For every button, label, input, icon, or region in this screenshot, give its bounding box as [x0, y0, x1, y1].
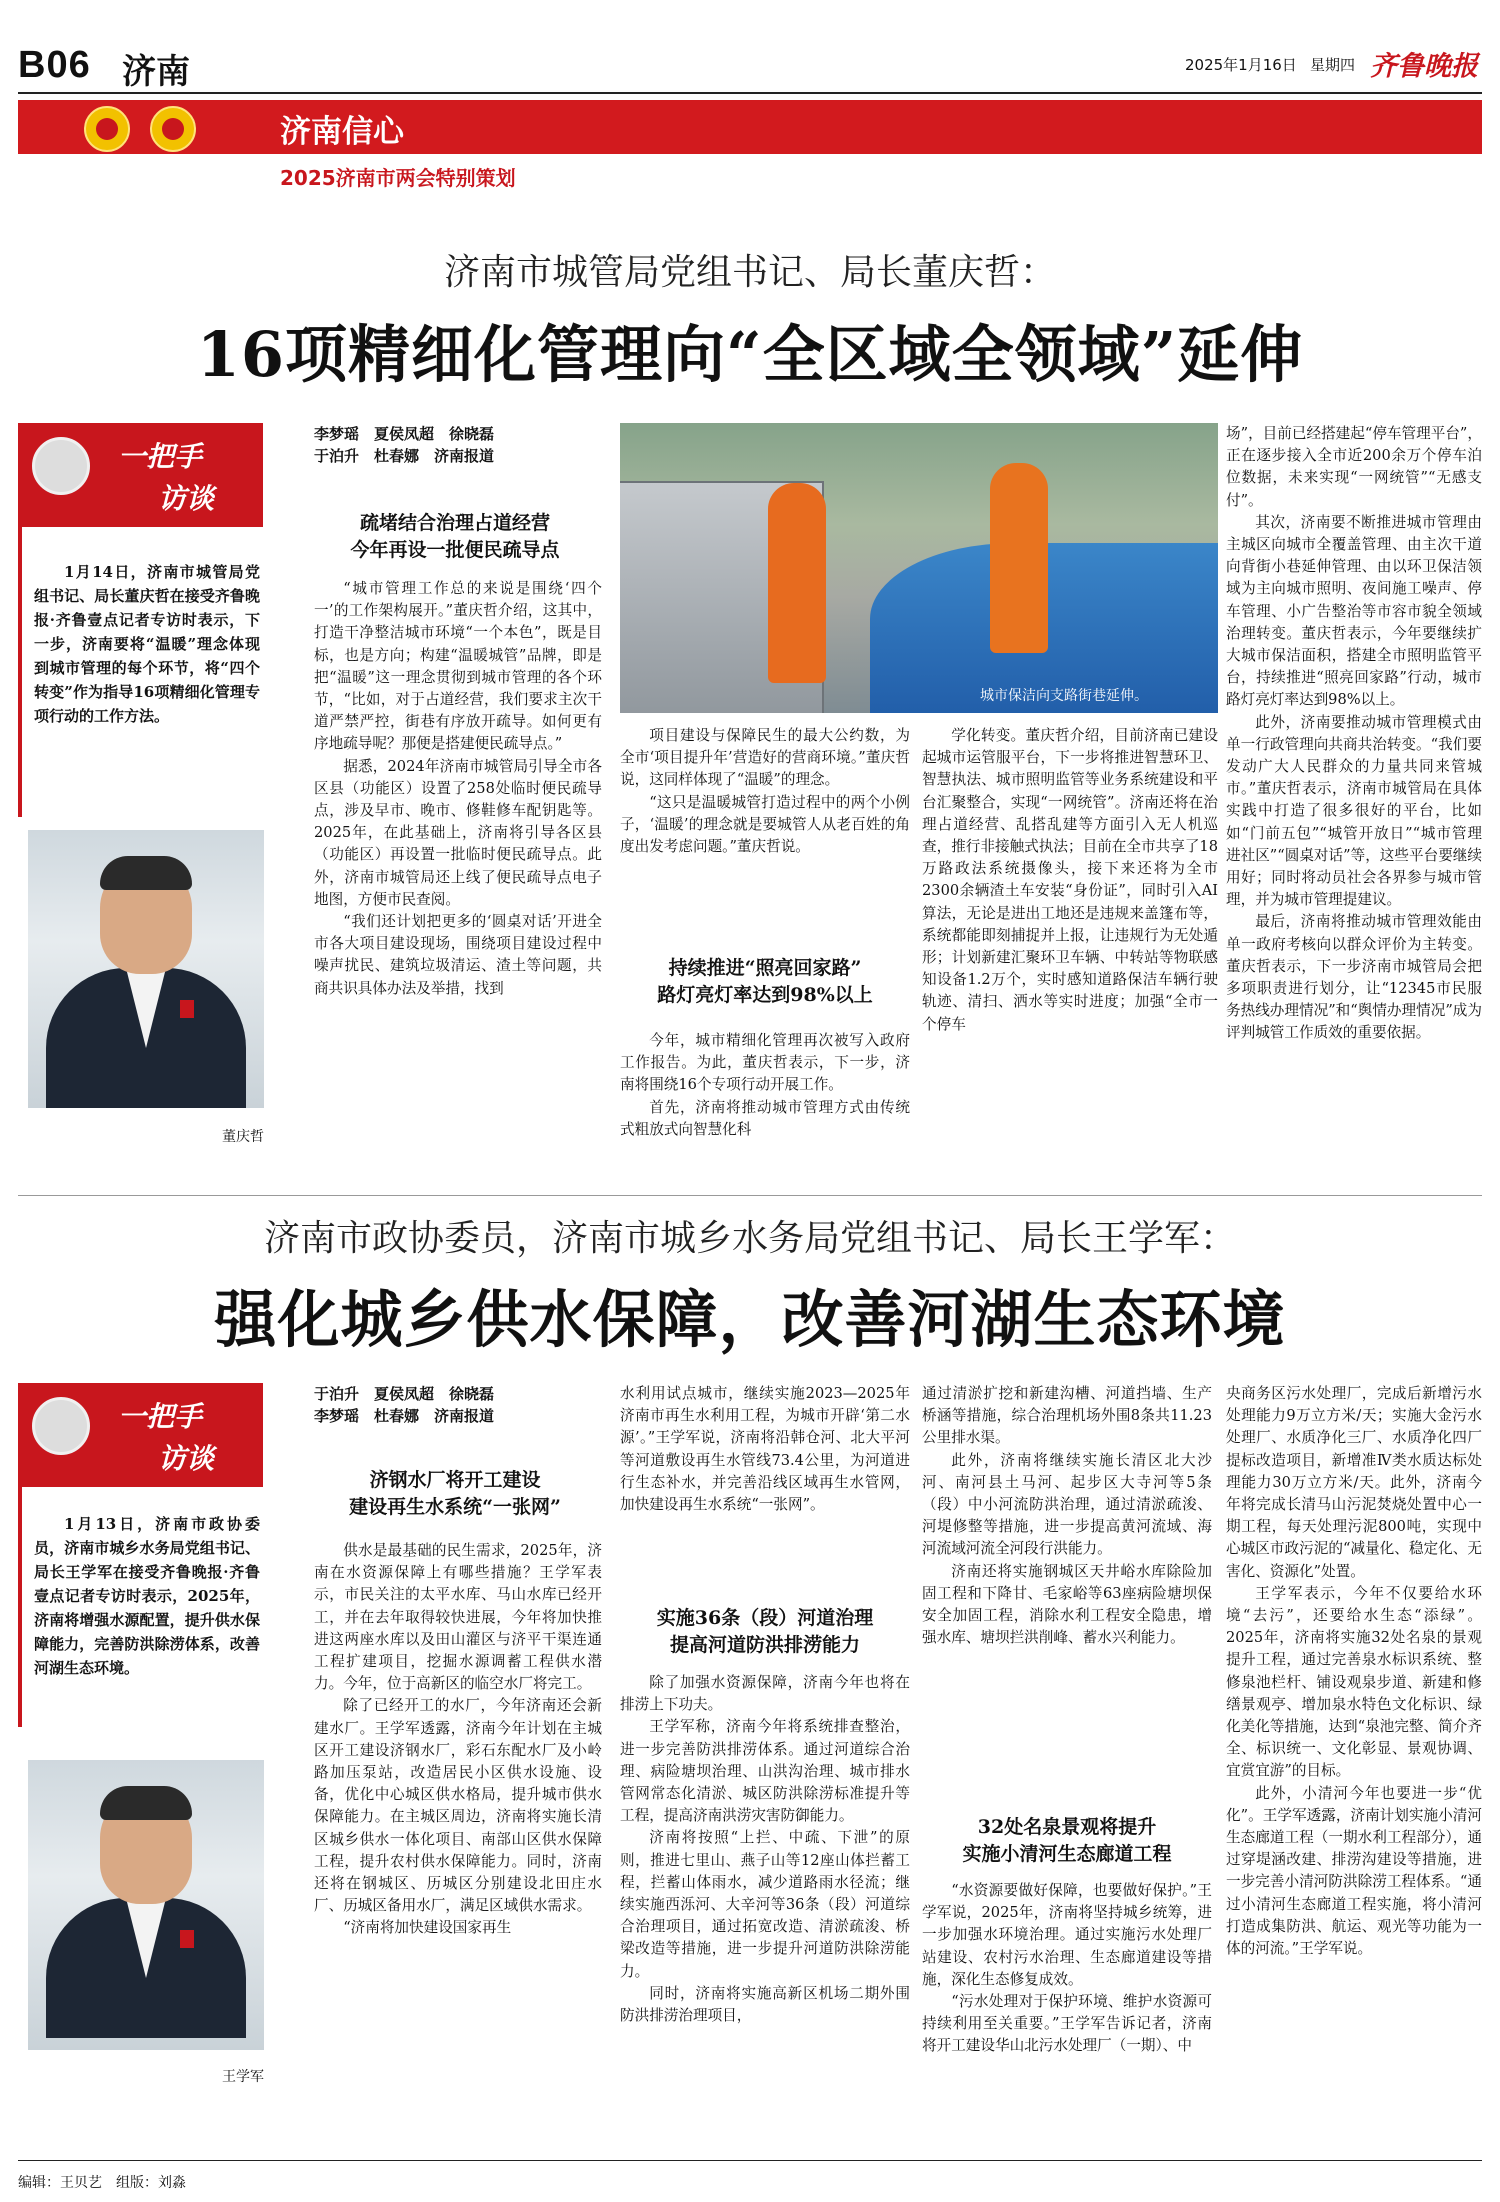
section-name: 济南 [122, 52, 190, 92]
article2-headline: 强化城乡供水保障，改善河湖生态环境 [214, 1283, 1286, 1356]
article1-column-2: 项目建设与保障民生的最大公约数，为全市‘项目提升年’营造好的营商环境。”董庆哲说，这同样体现了“温暖”的理念。 “这只是温暖城管打造过程中的两个小例子，‘温暖’的理念就是要城管人从老百姓的角度出发考虑问题。”董庆哲说。 [620, 727, 910, 856]
interview-badge [18, 423, 263, 527]
lead-accent-bar [18, 527, 22, 817]
newspaper-logo: 齐鲁晚报 [1370, 51, 1478, 82]
badge-line1: 一把手 [118, 1400, 203, 1433]
article1-kicker: 济南市城管局党组书记、局长董庆哲： [443, 252, 1056, 293]
badge-line2: 访谈 [158, 1442, 215, 1475]
article2-column-1: 供水是最基础的民生需求，2025年，济南在水资源保障上有哪些措施？王学军表示，市民关注的太平水库、马山水库已经开工，并在去年取得较快进展，今年将加快推进这两座水库以及田山灌区与济平干渠连通工程扩建项目，挖掘水源调蓄工程供水潜力。今年，位于高新区的临空水厂将完工。 除了已经开工的水厂，今年济南还会新建水厂。王学军透露，济南今年计划在主城区开工建设济钢水厂，彩石东配水厂及小岭路加压泵站，改造居民小区供水设施、设备，优化中心城区供水格局，提升城市供水保障能力。在主城区周边，济南将实施长清区城乡供水一体化项目、南部山区供水保障工程，提升农村供水保障能力。同时，济南还将在钢城区、历城区分别建设北田庄水厂、历城区备用水厂，满足区域供水需求。 “济南将加快建设国家再生 [314, 1542, 602, 1937]
article2-kicker: 济南市政协委员，济南市城乡水务局党组书记、局长王学军： [263, 1218, 1236, 1259]
portrait-photo [28, 830, 264, 1108]
microphone-icon [32, 1397, 90, 1455]
banner-subtitle: 2025济南市两会特别策划 [280, 166, 516, 190]
lead-accent-bar [18, 1487, 22, 1727]
article2-column-3: 通过清淤扩挖和新建沟槽、河道挡墙、生产桥涵等措施，综合治理机场外围8条共11.23公里排水渠。 此外，济南将继续实施长清区北大沙河、南河县土马河、起步区大寺河等5条（段）中小河流防洪治理，通过清淤疏浚、河堤修整等措施，进一步提高黄河流域、海河流域河流全河段行洪能力。 济南还将实施钢城区天井峪水库除险加固工程和下降甘、毛家峪等63座病险塘坝保安全加固工程，消除水利工程安全隐患，增强水库、塘坝拦洪削峰、蓄水兴利能力。 [922, 1385, 1212, 1647]
article1-photo [620, 423, 1218, 713]
article1-authors: 李梦瑶 夏侯凤超 徐晓磊 于泊升 杜春娜 济南报道 [314, 425, 495, 465]
article2-column-2b: 除了加强水资源保障，济南今年也将在排涝上下功夫。 王学军称，济南今年将系统排查整治，进一步完善防洪排涝体系。通过河道综合治理、病险塘坝治理、山洪沟治理、城市排水管网常态化清淤、城区防洪除涝标准提升等工程，提高济南洪涝灾害防御能力。 济南将按照“上拦、中疏、下泄”的原则，推进七里山、燕子山等12座山体拦蓄工程，拦蓄山体雨水，减少道路雨水径流；继续实施西泺河、大辛河等36条（段）河道综合治理项目，通过拓宽改造、清淤疏浚、桥梁改造等措施，进一步提升河道防洪除涝能力。 同时，济南将实施高新区机场二期外围防洪排涝治理项目， [620, 1674, 910, 2025]
badge-line1: 一把手 [118, 440, 203, 473]
article1-subhead-2: 持续推进“照亮回家路” 路灯亮灯率达到98%以上 [657, 957, 873, 1006]
portrait-photo [28, 1760, 264, 2050]
photo-caption: 城市保洁向支路街巷延伸。 [980, 688, 1148, 704]
national-emblem-icon [84, 106, 130, 152]
article-divider [18, 1195, 1482, 1196]
article2-subhead-2: 实施36条（段）河道治理 提高河道防洪排涝能力 [656, 1607, 874, 1656]
article2-column-4: 央商务区污水处理厂，完成后新增污水处理能力9万立方米/天；实施大金污水处理厂、水质净化三厂、水质净化四厂提标改造项目，新增准Ⅳ类水质达标处理能力30万立方米/天。此外，济南今年将完成长清马山污泥焚烧处置中心一期工程，每天处理污泥800吨，实现中心城区市政污泥的“减量化、稳定化、无害化、资源化”处置。 王学军表示，今年不仅要给水环境“去污”，还要给水生态“添绿”。2025年，济南将实施32处名泉的景观提升工程，通过完善泉水标识系统、整修泉池栏杆、铺设观泉步道、新建和修缮景观亭、增加泉水特色文化标识、绿化美化等措施，达到“泉池完整、简介齐全、标识统一、文化彰显、景观协调、宜赏宜游”的目标。 此外，小清河今年也要进一步“优化”。王学军透露，济南计划实施小清河生态廊道工程（一期水利工程部分），通过穿堤涵改建、排涝沟建设等措施，进一步完善小清河防洪除涝工程体系。“通过小清河生态廊道工程实施，将小清河打造成集防洪、航运、观光等功能为一体的河流。”王学军说。 [1226, 1385, 1482, 1958]
article1-headline: 16项精细化管理向“全区域全领域”延伸 [196, 318, 1304, 391]
banner-title: 济南信心 [280, 114, 404, 150]
article2-subhead-3: 32处名泉景观将提升 实施小清河生态廊道工程 [962, 1816, 1172, 1865]
footer-divider [18, 2160, 1482, 2161]
interview-badge [18, 1383, 263, 1487]
article2-column-2: 水利用试点城市，继续实施2023—2025年济南市再生水利用工程，为城市开辟‘第二水源’。”王学军说，济南将沿韩仓河、北大平河等河道敷设再生水管线73.4公里，为河道进行生态补水，并完善沿线区域再生水管网，加快建设再生水系统“一张网”。 [620, 1385, 910, 1514]
article2-lead: 1月13日，济南市政协委员，济南市城乡水务局党组书记、局长王学军在接受齐鲁晚报·齐鲁壹点记者专访时表示，2025年，济南将增强水源配置，提升供水保障能力，完善防洪除涝体系，改善河湖生态环境。 [34, 1515, 260, 1677]
badge-line2: 访谈 [158, 482, 215, 515]
article1-column-4: 场”，目前已经搭建起“停车管理平台”，正在逐步接入全市近200余万个停车泊位数据，未来实现“一网统管”“无感支付”。 其次，济南要不断推进城市管理由主城区向城市全覆盖管理、由主次干道向背街小巷延伸管理、由以环卫保洁领域为主向城市照明、夜间施工噪声、停车管理、小广告整治等市容市貌全领域治理转变。董庆哲表示，今年要继续扩大城市保洁面积，搭建全市照明监管平台，持续推进“照亮回家路”行动，城市路灯亮灯率达到98%以上。 此外，济南要推动城市管理模式由单一行政管理向共商共治转变。“我们要发动广大人民群众的力量共同来管城市。”董庆哲表示，济南市城管局在具体实践中打造了很多很好的平台，比如如“门前五包”“城管开放日”“城市管理进社区”“圆桌对话”等，这些平台要继续用好；同时将动员社会各界参与城市管理，并为城市管理提建议。 最后，济南将推动城市管理效能由单一政府考核向以群众评价为主转变。董庆哲表示，下一步济南市城管局会把多项职责进行划分，让“12345市民服务热线办理情况”和“舆情办理情况”成为评判城管工作质效的重要依据。 [1226, 425, 1482, 1042]
article1-column-1: “城市管理工作总的来说是围绕‘四个一’的工作架构展开。”董庆哲介绍，这其中，打造干净整洁城市环境“一个本色”，既是目标，也是方向；构建“温暖城管”品牌，即是把“温暖”这一理念贯彻到城市管理的各个环节，“比如，对于占道经营，我们要求主次干道严禁严控，街巷有序放开疏导。如何更有序地疏导呢？那便是搭建便民疏导点。” 据悉，2024年济南市城管局引导全市各区县（功能区）设置了258处临时便民疏导点，涉及早市、晚市、修鞋修车配钥匙等。2025年，在此基础上，济南将引导各区县（功能区）再设置一批临时便民疏导点。此外，济南市城管局还上线了便民疏导点电子地图，方便市民查阅。 “我们还计划把更多的‘圆桌对话’开进全市各大项目建设现场，围绕项目建设过程中噪声扰民、建筑垃圾清运、渣土等问题，共商共识具体办法及举措，找到 [314, 580, 602, 997]
microphone-icon [32, 437, 90, 495]
editor-credits: 编辑：王贝艺 组版：刘淼 [18, 2175, 186, 2191]
page-number: B06 [18, 44, 91, 86]
issue-date: 2025年1月16日 [1185, 56, 1297, 74]
photo-caption: 董庆哲 [222, 1129, 264, 1145]
article2-column-3b: “水资源要做好保障，也要做好保护。”王学军说，2025年，济南将坚持城乡统筹，进一步加强水环境治理。通过实施污水处理厂站建设、农村污水治理、生态廊道建设等措施，深化生态修复成效。 “污水处理对于保护环境、维护水资源可持续利用至关重要。”王学军告诉记者，济南将开工建设华山北污水处理厂（一期）、中 [922, 1882, 1212, 2055]
article1-subhead-1: 疏堵结合治理占道经营 今年再设一批便民疏导点 [350, 512, 560, 561]
article1-column-2b: 今年，城市精细化管理再次被写入政府工作报告。为此，董庆哲表示，下一步，济南将围绕16个专项行动开展工作。 首先，济南将推动城市管理方式由传统式粗放式向智慧化科 [620, 1032, 910, 1138]
photo-caption: 王学军 [222, 2069, 264, 2085]
cppcc-emblem-icon [150, 106, 196, 152]
header-divider [18, 92, 1482, 94]
article1-lead: 1月14日，济南市城管局党组书记、局长董庆哲在接受齐鲁晚报·齐鲁壹点记者专访时表示，下一步，济南要将“温暖”理念体现到城市管理的每个环节，将“四个转变”作为指导16项精细化管理专项行动的工作方法。 [34, 563, 260, 725]
article1-column-3: 学化转变。董庆哲介绍，目前济南已建设起城市运管服平台，下一步将推进智慧环卫、智慧执法、城市照明监管等业务系统建设和平台汇聚整合，实现“一网统管”。济南还将在治理占道经营、乱搭乱建等方面引入无人机巡查，推行非接触式执法；目前在全市共享了18万路政法系统摄像头，接下来还将为全市2300余辆渣土车安装“身份证”，同时引入AI算法，无论是进出工地还是违规来盖篷布等，系统都能即刻捕捉并上报，让违规行为无处遁形；计划新建汇聚环卫车辆、中转站等物联感知设备1.2万个，实时感知道路保洁车辆行驶轨迹、清扫、洒水等实时进度；加强“全市一个停车 [922, 727, 1218, 1033]
issue-weekday: 星期四 [1310, 56, 1356, 74]
article2-authors: 于泊升 夏侯凤超 徐晓磊 李梦瑶 杜春娜 济南报道 [314, 1385, 495, 1425]
article2-subhead-1: 济钢水厂将开工建设 建设再生水系统“一张网” [349, 1469, 561, 1518]
section-banner [18, 100, 1482, 154]
